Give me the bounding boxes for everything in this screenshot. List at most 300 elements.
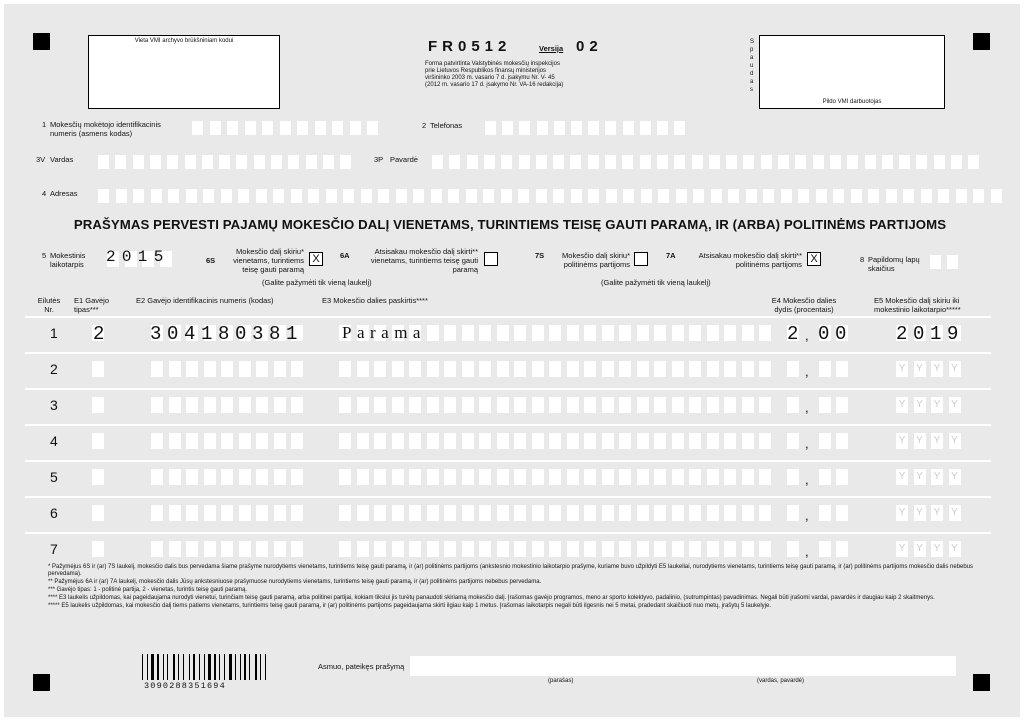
purpose-char-cell[interactable] xyxy=(444,397,456,413)
year-cell[interactable]: Y xyxy=(896,433,908,449)
percent-dec-cell[interactable] xyxy=(819,361,831,377)
purpose-char-cell[interactable] xyxy=(339,469,351,485)
purpose-char-cell[interactable] xyxy=(549,361,561,377)
address-char-cell[interactable] xyxy=(361,189,372,203)
address-char-cell[interactable] xyxy=(536,189,547,203)
purpose-char-cell[interactable] xyxy=(427,361,439,377)
recipient-code-cell[interactable] xyxy=(151,433,163,449)
last-name-char-cell[interactable] xyxy=(743,155,754,169)
recipient-code-cell[interactable] xyxy=(274,361,286,377)
purpose-char-cell[interactable] xyxy=(637,325,649,341)
recipient-code-cell[interactable] xyxy=(239,505,251,521)
purpose-char-cell[interactable] xyxy=(444,325,456,341)
recipient-code-cell[interactable] xyxy=(186,361,198,377)
purpose-char-cell[interactable] xyxy=(654,469,666,485)
phone-digit-cell[interactable] xyxy=(554,121,565,135)
purpose-char-cell[interactable] xyxy=(497,541,509,557)
purpose-char-cell[interactable] xyxy=(689,325,701,341)
year-cell[interactable]: Y xyxy=(896,505,908,521)
recipient-type-cell[interactable] xyxy=(92,397,104,413)
purpose-char-cell[interactable] xyxy=(619,541,631,557)
purpose-char-cell[interactable] xyxy=(654,433,666,449)
recipient-code-cell[interactable] xyxy=(274,397,286,413)
field6s-checkbox[interactable]: X xyxy=(309,252,323,266)
percent-int-cell[interactable] xyxy=(787,397,799,413)
last-name-char-cell[interactable] xyxy=(432,155,443,169)
address-char-cell[interactable] xyxy=(711,189,722,203)
id-digit-cell[interactable] xyxy=(280,121,291,135)
purpose-char-cell[interactable] xyxy=(707,325,719,341)
address-char-cell[interactable] xyxy=(133,189,144,203)
purpose-char-cell[interactable] xyxy=(514,469,526,485)
purpose-char-cell[interactable] xyxy=(759,541,771,557)
address-char-cell[interactable] xyxy=(343,189,354,203)
year-cell[interactable]: Y xyxy=(949,541,961,557)
first-name-char-cell[interactable] xyxy=(271,155,282,169)
recipient-code-cell[interactable] xyxy=(186,505,198,521)
phone-digit-cell[interactable] xyxy=(588,121,599,135)
purpose-char-cell[interactable] xyxy=(742,433,754,449)
purpose-char-cell[interactable] xyxy=(462,541,474,557)
first-name-char-cell[interactable] xyxy=(167,155,178,169)
purpose-char-cell[interactable] xyxy=(602,397,614,413)
recipient-code-cell[interactable] xyxy=(291,505,303,521)
purpose-char-cell[interactable] xyxy=(619,397,631,413)
purpose-char-cell[interactable] xyxy=(602,469,614,485)
purpose-char-cell[interactable] xyxy=(444,541,456,557)
purpose-char-cell[interactable] xyxy=(689,469,701,485)
purpose-char-cell[interactable] xyxy=(672,325,684,341)
purpose-char-cell[interactable] xyxy=(374,541,386,557)
address-char-cell[interactable] xyxy=(938,189,949,203)
recipient-code-cell[interactable] xyxy=(274,541,286,557)
address-char-cell[interactable] xyxy=(693,189,704,203)
last-name-char-cell[interactable] xyxy=(570,155,581,169)
purpose-char-cell[interactable] xyxy=(742,325,754,341)
purpose-char-cell[interactable] xyxy=(742,541,754,557)
last-name-char-cell[interactable] xyxy=(605,155,616,169)
address-char-cell[interactable] xyxy=(553,189,564,203)
recipient-type-cell[interactable] xyxy=(92,361,104,377)
purpose-char-cell[interactable] xyxy=(707,469,719,485)
recipient-code-cell[interactable] xyxy=(239,469,251,485)
year-cell[interactable]: Y xyxy=(896,469,908,485)
last-name-char-cell[interactable] xyxy=(467,155,478,169)
purpose-char-cell[interactable] xyxy=(742,469,754,485)
purpose-char-cell[interactable] xyxy=(462,325,474,341)
purpose-char-cell[interactable] xyxy=(479,505,491,521)
purpose-char-cell[interactable] xyxy=(374,397,386,413)
purpose-char-cell[interactable] xyxy=(759,325,771,341)
purpose-char-cell[interactable] xyxy=(637,541,649,557)
purpose-char-cell[interactable] xyxy=(724,325,736,341)
recipient-code-cell[interactable] xyxy=(274,433,286,449)
purpose-char-cell[interactable] xyxy=(392,361,404,377)
purpose-char-cell[interactable] xyxy=(689,397,701,413)
percent-int-cell[interactable] xyxy=(787,433,799,449)
first-name-char-cell[interactable] xyxy=(202,155,213,169)
extra-sheets-digit-cell[interactable] xyxy=(930,255,941,269)
recipient-code-cell[interactable] xyxy=(186,433,198,449)
percent-dec-cell[interactable] xyxy=(819,505,831,521)
purpose-char-cell[interactable] xyxy=(672,433,684,449)
recipient-code-cell[interactable] xyxy=(204,469,216,485)
recipient-code-cell[interactable] xyxy=(291,541,303,557)
year-cell[interactable]: Y xyxy=(914,397,926,413)
purpose-char-cell[interactable] xyxy=(689,541,701,557)
purpose-char-cell[interactable] xyxy=(584,397,596,413)
percent-int-cell[interactable] xyxy=(787,505,799,521)
recipient-code-cell[interactable] xyxy=(256,469,268,485)
purpose-char-cell[interactable] xyxy=(637,505,649,521)
purpose-char-cell[interactable] xyxy=(357,361,369,377)
purpose-char-cell[interactable] xyxy=(549,433,561,449)
year-cell[interactable]: Y xyxy=(896,397,908,413)
purpose-char-cell[interactable] xyxy=(462,469,474,485)
purpose-char-cell[interactable] xyxy=(549,505,561,521)
address-char-cell[interactable] xyxy=(413,189,424,203)
address-char-cell[interactable] xyxy=(168,189,179,203)
recipient-code-cell[interactable] xyxy=(239,397,251,413)
phone-digit-cell[interactable] xyxy=(519,121,530,135)
last-name-char-cell[interactable] xyxy=(692,155,703,169)
purpose-char-cell[interactable] xyxy=(514,397,526,413)
recipient-code-cell[interactable] xyxy=(256,505,268,521)
purpose-char-cell[interactable] xyxy=(759,505,771,521)
year-cell[interactable]: Y xyxy=(949,361,961,377)
phone-digit-cell[interactable] xyxy=(657,121,668,135)
purpose-char-cell[interactable] xyxy=(427,397,439,413)
purpose-char-cell[interactable] xyxy=(444,505,456,521)
purpose-char-cell[interactable] xyxy=(584,541,596,557)
recipient-code-cell[interactable] xyxy=(204,505,216,521)
purpose-char-cell[interactable] xyxy=(532,325,544,341)
address-char-cell[interactable] xyxy=(571,189,582,203)
field6a-checkbox[interactable] xyxy=(484,252,498,266)
year-cell[interactable]: Y xyxy=(949,469,961,485)
year-cell[interactable]: Y xyxy=(931,541,943,557)
purpose-char-cell[interactable] xyxy=(602,433,614,449)
purpose-char-cell[interactable] xyxy=(532,541,544,557)
id-digit-cell[interactable] xyxy=(245,121,256,135)
last-name-char-cell[interactable] xyxy=(968,155,979,169)
recipient-code-cell[interactable] xyxy=(221,433,233,449)
address-char-cell[interactable] xyxy=(466,189,477,203)
last-name-char-cell[interactable] xyxy=(588,155,599,169)
year-cell[interactable]: Y xyxy=(949,433,961,449)
purpose-char-cell[interactable] xyxy=(392,541,404,557)
year-cell[interactable]: Y xyxy=(931,469,943,485)
recipient-code-cell[interactable] xyxy=(221,541,233,557)
recipient-type-cell[interactable] xyxy=(92,505,104,521)
purpose-char-cell[interactable] xyxy=(602,505,614,521)
year-cell[interactable]: Y xyxy=(896,541,908,557)
purpose-char-cell[interactable] xyxy=(409,433,421,449)
recipient-code-cell[interactable] xyxy=(256,433,268,449)
phone-digit-cell[interactable] xyxy=(640,121,651,135)
address-char-cell[interactable] xyxy=(518,189,529,203)
address-char-cell[interactable] xyxy=(763,189,774,203)
purpose-char-cell[interactable] xyxy=(339,505,351,521)
address-char-cell[interactable] xyxy=(833,189,844,203)
last-name-char-cell[interactable] xyxy=(553,155,564,169)
percent-int-cell[interactable] xyxy=(787,541,799,557)
purpose-char-cell[interactable] xyxy=(479,325,491,341)
phone-digit-cell[interactable] xyxy=(674,121,685,135)
recipient-code-cell[interactable] xyxy=(186,469,198,485)
purpose-char-cell[interactable] xyxy=(532,361,544,377)
purpose-char-cell[interactable] xyxy=(584,325,596,341)
address-char-cell[interactable] xyxy=(658,189,669,203)
address-char-cell[interactable] xyxy=(326,189,337,203)
phone-digit-cell[interactable] xyxy=(537,121,548,135)
recipient-code-cell[interactable] xyxy=(239,361,251,377)
purpose-char-cell[interactable] xyxy=(584,433,596,449)
field7a-checkbox[interactable]: X xyxy=(807,252,821,266)
percent-dec-cell[interactable] xyxy=(836,469,848,485)
purpose-char-cell[interactable] xyxy=(479,469,491,485)
purpose-char-cell[interactable] xyxy=(427,541,439,557)
address-char-cell[interactable] xyxy=(238,189,249,203)
percent-dec-cell[interactable] xyxy=(819,397,831,413)
recipient-code-cell[interactable] xyxy=(274,469,286,485)
purpose-char-cell[interactable] xyxy=(497,505,509,521)
purpose-char-cell[interactable] xyxy=(357,541,369,557)
first-name-char-cell[interactable] xyxy=(254,155,265,169)
purpose-char-cell[interactable] xyxy=(497,325,509,341)
last-name-char-cell[interactable] xyxy=(519,155,530,169)
purpose-char-cell[interactable] xyxy=(567,397,579,413)
purpose-char-cell[interactable] xyxy=(619,361,631,377)
address-char-cell[interactable] xyxy=(728,189,739,203)
purpose-char-cell[interactable] xyxy=(497,433,509,449)
address-char-cell[interactable] xyxy=(221,189,232,203)
address-char-cell[interactable] xyxy=(431,189,442,203)
address-char-cell[interactable] xyxy=(378,189,389,203)
address-char-cell[interactable] xyxy=(991,189,1002,203)
last-name-char-cell[interactable] xyxy=(709,155,720,169)
last-name-char-cell[interactable] xyxy=(536,155,547,169)
year-cell[interactable]: Y xyxy=(914,361,926,377)
address-char-cell[interactable] xyxy=(886,189,897,203)
purpose-char-cell[interactable] xyxy=(374,433,386,449)
address-char-cell[interactable] xyxy=(291,189,302,203)
purpose-char-cell[interactable] xyxy=(672,361,684,377)
last-name-char-cell[interactable] xyxy=(934,155,945,169)
purpose-char-cell[interactable] xyxy=(374,361,386,377)
year-cell[interactable]: Y xyxy=(931,433,943,449)
purpose-char-cell[interactable] xyxy=(637,361,649,377)
signature-field[interactable] xyxy=(410,656,956,676)
first-name-char-cell[interactable] xyxy=(340,155,351,169)
purpose-char-cell[interactable] xyxy=(497,469,509,485)
recipient-code-cell[interactable] xyxy=(151,505,163,521)
purpose-char-cell[interactable] xyxy=(707,397,719,413)
recipient-code-cell[interactable] xyxy=(169,541,181,557)
address-char-cell[interactable] xyxy=(921,189,932,203)
phone-digit-cell[interactable] xyxy=(571,121,582,135)
last-name-char-cell[interactable] xyxy=(761,155,772,169)
purpose-char-cell[interactable] xyxy=(339,361,351,377)
purpose-char-cell[interactable] xyxy=(497,397,509,413)
year-cell[interactable]: Y xyxy=(949,397,961,413)
id-digit-cell[interactable] xyxy=(227,121,238,135)
purpose-char-cell[interactable] xyxy=(637,397,649,413)
id-digit-cell[interactable] xyxy=(350,121,361,135)
purpose-char-cell[interactable] xyxy=(742,397,754,413)
address-char-cell[interactable] xyxy=(973,189,984,203)
percent-dec-cell[interactable] xyxy=(836,397,848,413)
purpose-char-cell[interactable] xyxy=(532,505,544,521)
purpose-char-cell[interactable] xyxy=(549,541,561,557)
year-cell[interactable]: Y xyxy=(931,505,943,521)
recipient-code-cell[interactable] xyxy=(239,541,251,557)
purpose-char-cell[interactable] xyxy=(357,433,369,449)
purpose-char-cell[interactable] xyxy=(724,433,736,449)
address-char-cell[interactable] xyxy=(501,189,512,203)
last-name-char-cell[interactable] xyxy=(778,155,789,169)
purpose-char-cell[interactable] xyxy=(724,505,736,521)
address-char-cell[interactable] xyxy=(588,189,599,203)
id-digit-cell[interactable] xyxy=(315,121,326,135)
purpose-char-cell[interactable] xyxy=(444,469,456,485)
address-char-cell[interactable] xyxy=(746,189,757,203)
address-char-cell[interactable] xyxy=(798,189,809,203)
recipient-code-cell[interactable] xyxy=(169,397,181,413)
address-char-cell[interactable] xyxy=(448,189,459,203)
percent-dec-cell[interactable] xyxy=(836,361,848,377)
purpose-char-cell[interactable] xyxy=(532,433,544,449)
purpose-char-cell[interactable] xyxy=(759,361,771,377)
purpose-char-cell[interactable] xyxy=(672,397,684,413)
purpose-char-cell[interactable] xyxy=(567,541,579,557)
address-char-cell[interactable] xyxy=(116,189,127,203)
address-char-cell[interactable] xyxy=(606,189,617,203)
purpose-char-cell[interactable] xyxy=(724,541,736,557)
address-char-cell[interactable] xyxy=(98,189,109,203)
phone-digit-cell[interactable] xyxy=(605,121,616,135)
address-char-cell[interactable] xyxy=(151,189,162,203)
first-name-char-cell[interactable] xyxy=(323,155,334,169)
address-char-cell[interactable] xyxy=(868,189,879,203)
last-name-char-cell[interactable] xyxy=(916,155,927,169)
purpose-char-cell[interactable] xyxy=(689,361,701,377)
recipient-code-cell[interactable] xyxy=(221,469,233,485)
last-name-char-cell[interactable] xyxy=(865,155,876,169)
purpose-char-cell[interactable] xyxy=(514,361,526,377)
phone-digit-cell[interactable] xyxy=(623,121,634,135)
percent-dec-cell[interactable] xyxy=(836,505,848,521)
purpose-char-cell[interactable] xyxy=(357,469,369,485)
last-name-char-cell[interactable] xyxy=(951,155,962,169)
purpose-char-cell[interactable] xyxy=(742,361,754,377)
id-digit-cell[interactable] xyxy=(262,121,273,135)
last-name-char-cell[interactable] xyxy=(847,155,858,169)
purpose-char-cell[interactable] xyxy=(619,433,631,449)
last-name-char-cell[interactable] xyxy=(622,155,633,169)
purpose-char-cell[interactable] xyxy=(479,541,491,557)
recipient-code-cell[interactable] xyxy=(151,541,163,557)
purpose-char-cell[interactable] xyxy=(602,325,614,341)
purpose-char-cell[interactable] xyxy=(392,397,404,413)
recipient-code-cell[interactable] xyxy=(169,433,181,449)
purpose-char-cell[interactable] xyxy=(724,469,736,485)
last-name-char-cell[interactable] xyxy=(674,155,685,169)
percent-int-cell[interactable] xyxy=(787,361,799,377)
percent-dec-cell[interactable] xyxy=(819,469,831,485)
purpose-char-cell[interactable] xyxy=(672,541,684,557)
recipient-type-cell[interactable] xyxy=(92,469,104,485)
recipient-code-cell[interactable] xyxy=(221,397,233,413)
purpose-char-cell[interactable] xyxy=(672,505,684,521)
address-char-cell[interactable] xyxy=(781,189,792,203)
recipient-code-cell[interactable] xyxy=(151,361,163,377)
id-digit-cell[interactable] xyxy=(332,121,343,135)
purpose-char-cell[interactable] xyxy=(462,361,474,377)
recipient-code-cell[interactable] xyxy=(186,541,198,557)
purpose-char-cell[interactable] xyxy=(637,469,649,485)
year-cell[interactable]: Y xyxy=(931,361,943,377)
purpose-char-cell[interactable] xyxy=(654,397,666,413)
first-name-char-cell[interactable] xyxy=(133,155,144,169)
purpose-char-cell[interactable] xyxy=(759,469,771,485)
last-name-char-cell[interactable] xyxy=(501,155,512,169)
purpose-char-cell[interactable] xyxy=(602,541,614,557)
year-cell[interactable]: Y xyxy=(914,433,926,449)
purpose-char-cell[interactable] xyxy=(549,469,561,485)
address-char-cell[interactable] xyxy=(956,189,967,203)
recipient-code-cell[interactable] xyxy=(169,361,181,377)
purpose-char-cell[interactable] xyxy=(444,433,456,449)
purpose-char-cell[interactable] xyxy=(374,469,386,485)
recipient-code-cell[interactable] xyxy=(256,541,268,557)
purpose-char-cell[interactable] xyxy=(689,505,701,521)
purpose-char-cell[interactable] xyxy=(567,433,579,449)
recipient-code-cell[interactable] xyxy=(169,469,181,485)
recipient-code-cell[interactable] xyxy=(204,397,216,413)
recipient-code-cell[interactable] xyxy=(291,361,303,377)
recipient-code-cell[interactable] xyxy=(256,361,268,377)
recipient-code-cell[interactable] xyxy=(221,505,233,521)
purpose-char-cell[interactable] xyxy=(339,397,351,413)
purpose-char-cell[interactable] xyxy=(759,433,771,449)
field7s-checkbox[interactable] xyxy=(634,252,648,266)
purpose-char-cell[interactable] xyxy=(724,361,736,377)
purpose-char-cell[interactable] xyxy=(409,505,421,521)
purpose-char-cell[interactable] xyxy=(637,433,649,449)
year-cell[interactable]: Y xyxy=(914,469,926,485)
recipient-type-cell[interactable] xyxy=(92,433,104,449)
purpose-char-cell[interactable] xyxy=(392,433,404,449)
purpose-char-cell[interactable] xyxy=(584,469,596,485)
recipient-code-cell[interactable] xyxy=(204,361,216,377)
purpose-char-cell[interactable] xyxy=(409,541,421,557)
percent-dec-cell[interactable] xyxy=(819,433,831,449)
address-char-cell[interactable] xyxy=(256,189,267,203)
phone-digit-cell[interactable] xyxy=(485,121,496,135)
year-cell[interactable]: Y xyxy=(914,505,926,521)
purpose-char-cell[interactable] xyxy=(672,469,684,485)
purpose-char-cell[interactable] xyxy=(619,469,631,485)
purpose-char-cell[interactable] xyxy=(654,505,666,521)
purpose-char-cell[interactable] xyxy=(339,541,351,557)
recipient-code-cell[interactable] xyxy=(169,505,181,521)
recipient-code-cell[interactable] xyxy=(204,541,216,557)
purpose-char-cell[interactable] xyxy=(654,361,666,377)
recipient-code-cell[interactable] xyxy=(291,469,303,485)
purpose-char-cell[interactable] xyxy=(602,361,614,377)
last-name-char-cell[interactable] xyxy=(726,155,737,169)
